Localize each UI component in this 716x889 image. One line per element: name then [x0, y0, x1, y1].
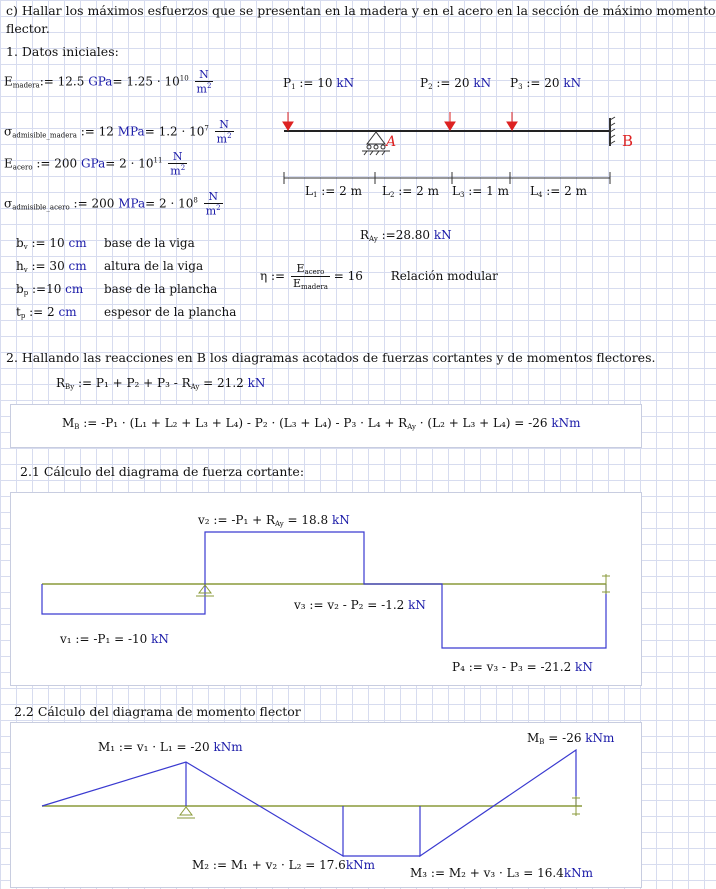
sigma-acero-formula: $\sigma_{admisible\_acero}$ := 200 $MPa= 2 \cdot 10^8$ $\frac{N}{m^2}$ [4, 190, 221, 218]
load-arrow-p3 [507, 112, 517, 130]
support-b-label: B [622, 132, 634, 150]
dimension-line [284, 172, 610, 184]
sigma-madera-formula: $\sigma_{admisible\_madera}$ := 12 $MPa= 1.2 \cdot 10^7$ $\frac{N}{m^2}$ [4, 118, 232, 146]
span-l4: $L_4$ := 2 m [530, 184, 587, 199]
moment-m1: M₁ := v₁ · L₁ = -20 kNm [98, 740, 243, 754]
shear-p4: P₄ := v₃ - P₃ = -21.2 kN [452, 660, 593, 674]
load-arrow-p2 [445, 112, 455, 130]
moment-m2: M₂ := M₁ + v₂ · L₂ = 17.6kNm [192, 858, 375, 872]
span-l2: $L_2$ := 2 m [382, 184, 439, 199]
e-acero-formula: $E_{acero}$ := 200 $GPa= 2 \cdot 10^{11}$ $\frac{N}{m^2}$ [4, 150, 186, 178]
reaction-rby-formula: $R_{By}$ := $P_1 + P_2 + P_3 - R_{Ay} = 21.2$ kN [56, 376, 266, 391]
dim-hv: $h_v$ := 30 cm altura de la viga [16, 259, 204, 274]
dim-bv: $b_v$ := 10 cm base de la viga [16, 236, 195, 251]
load-arrow-p1 [283, 112, 293, 130]
moment-line [42, 750, 576, 856]
problem-line-2: flector. [6, 21, 50, 36]
problem-statement [6, 3, 716, 36]
section-2-1-title: 2.1 Cálculo del diagrama de fuerza cortante: [20, 464, 305, 479]
shear-v1: v₁ := -P₁ = -10 kN [60, 632, 169, 646]
span-l1: $L_1$ := 2 m [305, 184, 362, 199]
shear-v2: v₂ := $-P_1 + R_{Ay} = 18.8$ kN [198, 513, 350, 528]
load-p3: $P_3$ := 20 kN [510, 76, 582, 91]
e-madera-formula: $E_{madera}:= 12.5$ $GPa= 1.25 \cdot 10^{10}$ $\frac{N}{m^2}$ [4, 68, 212, 96]
dims-list [16, 234, 236, 326]
problem-line-1: c) Hallar los máximos esfuerzos que se presentan en la madera y en el acero en la sección de máximo momento [6, 3, 716, 18]
moment-m3: M₃ := M₂ + v₃ · L₃ = 16.4kNm [410, 866, 593, 880]
shear-v3: v₃ := v₂ - P₂ = -1.2 kN [294, 598, 426, 612]
support-a-label: A [386, 134, 397, 150]
modular-ratio: η := $\frac{E_{acero}}{E_{madera}}$ = 16 Relación modular [260, 262, 498, 291]
dim-bp: $b_p$ :=10 cm base de la plancha [16, 282, 218, 297]
moment-mb: $M_B = -26$ kNm [527, 731, 615, 746]
section-2-title: 2. Hallando las reacciones en B los diagramas acotados de fuerzas cortantes y de momentos flectores. [6, 350, 656, 365]
load-p2: $P_2$ := 20 kN [420, 76, 492, 91]
shear-line [42, 532, 606, 648]
load-p1: $P_1$ := 10 kN [283, 76, 355, 91]
section-1-title: 1. Datos iniciales: [6, 44, 119, 59]
reaction-ray: $R_{Ay}$ :=28.80 kN [360, 228, 452, 243]
section-2-2-title: 2.2 Cálculo del diagrama de momento flector [14, 704, 301, 719]
dim-tp: $t_p$ := 2 cm espesor de la plancha [16, 305, 237, 320]
moment-mb-formula: $M_B$ := $-P_1 \cdot (L_1 + L_2 + L_3 + L_4) - P_2 \cdot (L_3 + L_4) - P_3 \cdot L_4 + R_{Ay} \cdot (L_2 + L_3 + L_4) = -26$ kNm [62, 416, 581, 431]
fixed-support-icon [610, 117, 615, 146]
modular-ratio-desc: Relación modular [390, 269, 498, 283]
moment-pin-icon [177, 807, 195, 818]
span-l3: $L_3$ := 1 m [452, 184, 509, 199]
